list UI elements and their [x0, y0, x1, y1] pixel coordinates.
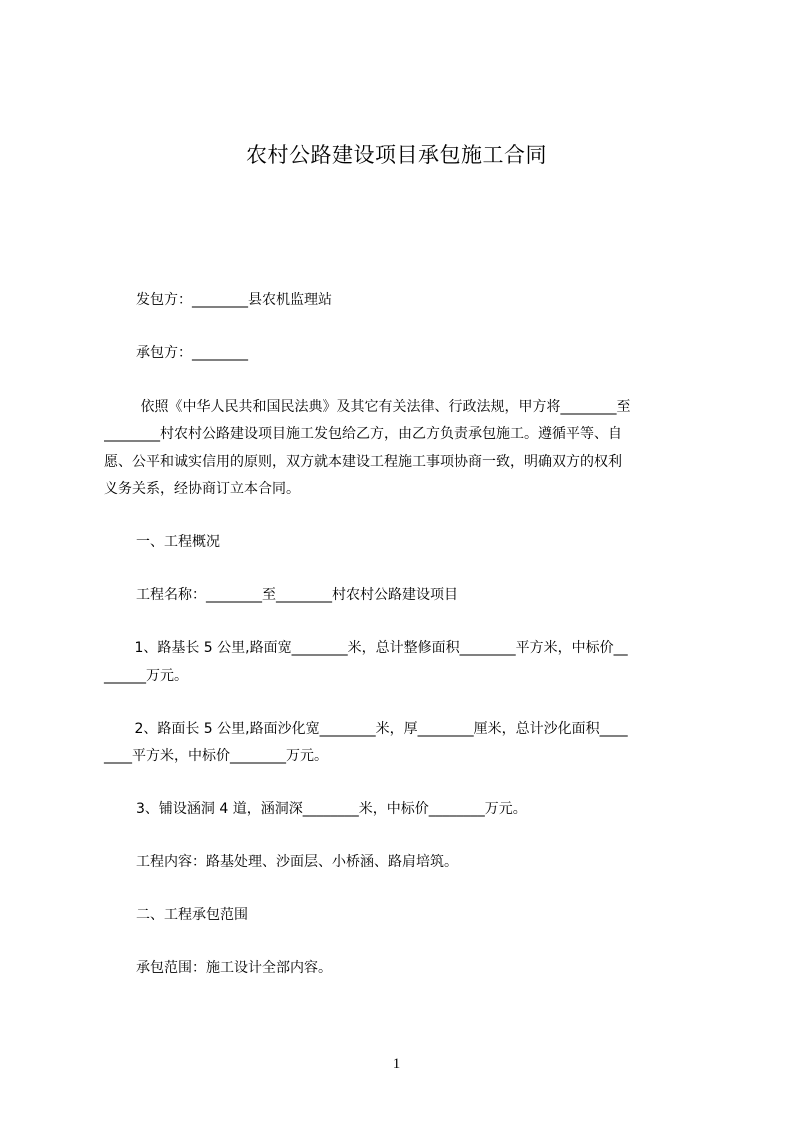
section-heading-overview: 一、工程概况 [136, 534, 220, 550]
item-roadbed-line: ______万元。 [104, 668, 188, 684]
preamble-line: 依照《中华人民共和国民法典》及其它有关法律、行政法规，甲方将________至 [136, 399, 631, 415]
project-content-line: 工程内容：路基处理、沙面层、小桥涵、路肩培筑。 [136, 854, 458, 870]
project-name-line: 工程名称：________至________村农村公路建设项目 [136, 587, 458, 603]
section-heading-scope: 二、工程承包范围 [136, 907, 248, 923]
party-a-line: 发包方：________县农机监理站 [136, 292, 332, 308]
contract-title: 农村公路建设项目承包施工合同 [246, 143, 547, 167]
page-number: 1 [392, 1056, 401, 1072]
preamble-line: ________村农村公路建设项目施工发包给乙方，由乙方负责承包施工。遵循平等、自 [104, 426, 622, 442]
preamble-line: 愿、公平和诚实信用的原则，双方就本建设工程施工事项协商一致，明确双方的权利 [104, 454, 622, 470]
item-pavement-line: ____平方米，中标价________万元。 [104, 748, 328, 764]
preamble-line: 义务关系，经协商订立本合同。 [104, 481, 300, 497]
scope-line: 承包范围：施工设计全部内容。 [136, 960, 332, 976]
item-pavement-line: 2、路面长 5 公里,路面沙化宽________米，厚________厘米，总计沙化面积____ [130, 721, 628, 737]
item-culvert-line: 3、铺设涵洞 4 道，涵洞深________米，中标价________万元。 [136, 801, 527, 817]
party-b-line: 承包方：________ [136, 345, 248, 361]
item-roadbed-line: 1、路基长 5 公里,路面宽________米，总计整修面积________平方米，中标价__ [130, 640, 628, 656]
